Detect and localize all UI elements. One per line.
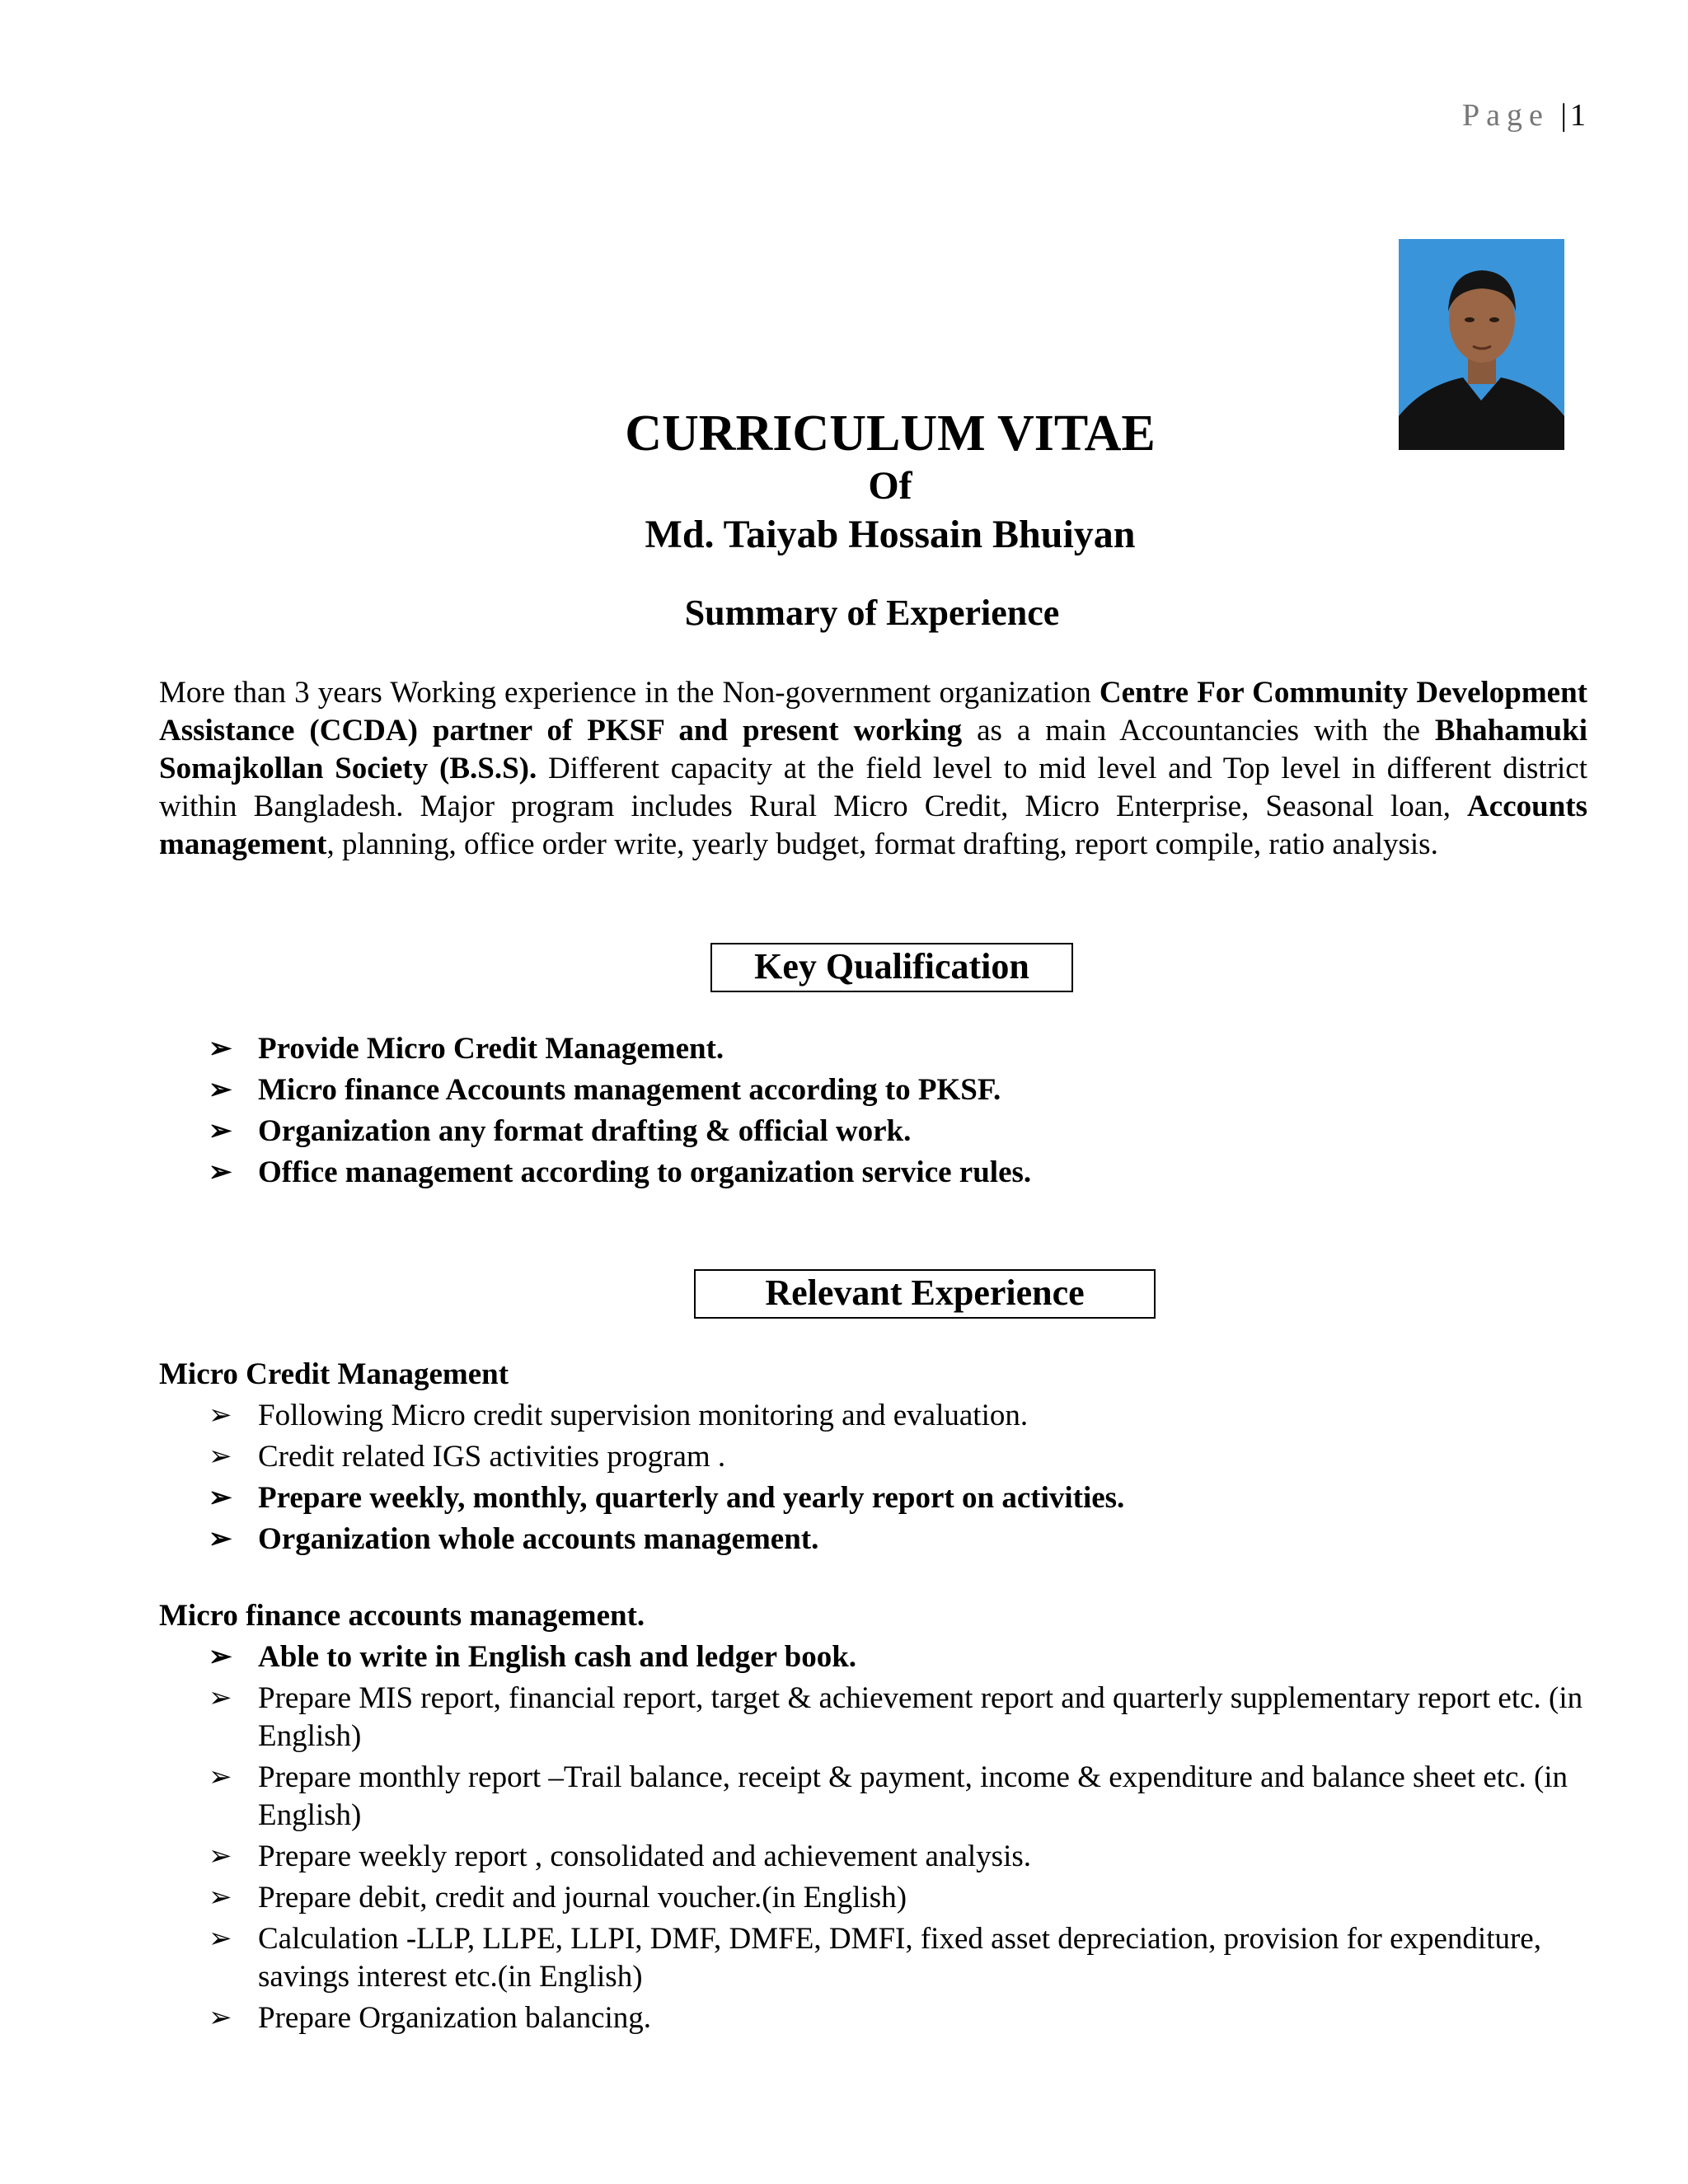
list-item-text: Office management according to organization service rules. (258, 1155, 1032, 1189)
summary-heading: Summary of Experience (684, 593, 1060, 633)
list-item-text: Provide Micro Credit Management. (258, 1032, 724, 1066)
list-item (159, 1999, 1593, 2037)
list-item-text: Credit related IGS activities program . (258, 1440, 726, 1474)
list-item-text: Prepare debit, credit and journal voucher.(in English) (258, 1881, 907, 1915)
arrow-bullet-icon: ➢ (209, 1524, 232, 1554)
arrow-bullet-icon: ➢ (209, 1441, 232, 1472)
micro-credit-heading: Micro Credit Management (159, 1357, 509, 1391)
cv-header (0, 404, 1688, 560)
cv-of: Of (868, 464, 912, 508)
list-item-text: Prepare Organization balancing. (258, 2001, 652, 2035)
list-item (159, 1521, 1593, 1558)
summary-segment: as a main Accountancies with the (962, 714, 1435, 748)
list-item (159, 1838, 1593, 1876)
list-item (159, 1397, 1593, 1435)
arrow-bullet-icon: ➢ (209, 1924, 232, 1954)
list-item-text: Organization any format drafting & official work. (258, 1114, 912, 1148)
list-item (159, 1759, 1593, 1835)
arrow-bullet-icon: ➢ (209, 1116, 232, 1146)
list-item-text: Micro finance Accounts management according to PKSF. (258, 1073, 1001, 1107)
cv-name: Md. Taiyab Hossain Bhuiyan (645, 513, 1136, 556)
summary-segment: Bhahamuki Somajkollan Society (B.S.S). (159, 714, 1587, 785)
list-item-text: Organization whole accounts management. (258, 1522, 819, 1556)
arrow-bullet-icon: ➢ (209, 1683, 232, 1713)
list-item (159, 1479, 1593, 1517)
cv-title: CURRICULUM VITAE (625, 405, 1156, 462)
list-item-text: Prepare weekly report , consolidated and achievement analysis. (258, 1840, 1032, 1873)
list-item (159, 1638, 1593, 1676)
summary-segment: Centre For Community Development Assistance (CCDA) partner of PKSF and present working (159, 676, 1587, 748)
summary-segment: More than 3 years Working experience in the Non-government organization (159, 676, 1100, 710)
arrow-bullet-icon: ➢ (209, 2003, 232, 2033)
micro-finance-list (159, 1638, 1593, 2041)
summary-paragraph (159, 674, 1587, 864)
list-item (159, 1680, 1593, 1755)
list-item (159, 1113, 1593, 1151)
micro-credit-list (159, 1397, 1593, 1562)
arrow-bullet-icon: ➢ (209, 1033, 232, 1064)
page-number-value: 1 (1570, 98, 1589, 133)
list-item (159, 1438, 1593, 1476)
list-item (159, 1920, 1593, 1996)
list-item (159, 1030, 1593, 1068)
micro-finance-heading: Micro finance accounts management. (159, 1599, 645, 1633)
arrow-bullet-icon: ➢ (209, 1882, 232, 1913)
arrow-bullet-icon: ➢ (209, 1157, 232, 1188)
list-item-text: Prepare MIS report, financial report, target & achievement report and quarterly supplementary report etc. (in English) (258, 1681, 1583, 1753)
key-qualification-heading: Key Qualification (710, 943, 1073, 992)
summary-segment: , planning, office order write, yearly budget, format drafting, report compile, ratio analysis. (326, 827, 1438, 861)
arrow-bullet-icon: ➢ (209, 1483, 232, 1513)
list-item (159, 1071, 1593, 1109)
list-item (159, 1154, 1593, 1192)
arrow-bullet-icon: ➢ (209, 1642, 232, 1672)
key-qualification-list (159, 1030, 1593, 1195)
list-item-text: Following Micro credit supervision monitoring and evaluation. (258, 1399, 1029, 1432)
summary-segment: Accounts management (159, 790, 1587, 861)
page-label: Page (1462, 98, 1550, 133)
arrow-bullet-icon: ➢ (209, 1841, 232, 1872)
relevant-experience-heading: Relevant Experience (694, 1269, 1156, 1319)
list-item-text: Able to write in English cash and ledger book. (258, 1640, 857, 1674)
page-number (1462, 97, 1589, 134)
list-item-text: Calculation -LLP, LLPE, LLPI, DMF, DMFE, DMFI, fixed asset depreciation, provision for expenditure, savings interest etc.(in English) (258, 1922, 1541, 1994)
summary-segment: Different capacity at the field level to mid level and Top level in different district within Bangladesh. Major program includes Rural Micro Credit, Micro Enterprise, Seasonal loan, (159, 752, 1587, 823)
page-separator: | (1560, 98, 1570, 133)
list-item-text: Prepare monthly report –Trail balance, receipt & payment, income & expenditure and balance sheet etc. (in English) (258, 1760, 1568, 1832)
list-item (159, 1879, 1593, 1917)
arrow-bullet-icon: ➢ (209, 1400, 232, 1431)
arrow-bullet-icon: ➢ (209, 1075, 232, 1105)
list-item-text: Prepare weekly, monthly, quarterly and yearly report on activities. (258, 1481, 1125, 1515)
arrow-bullet-icon: ➢ (209, 1762, 232, 1793)
